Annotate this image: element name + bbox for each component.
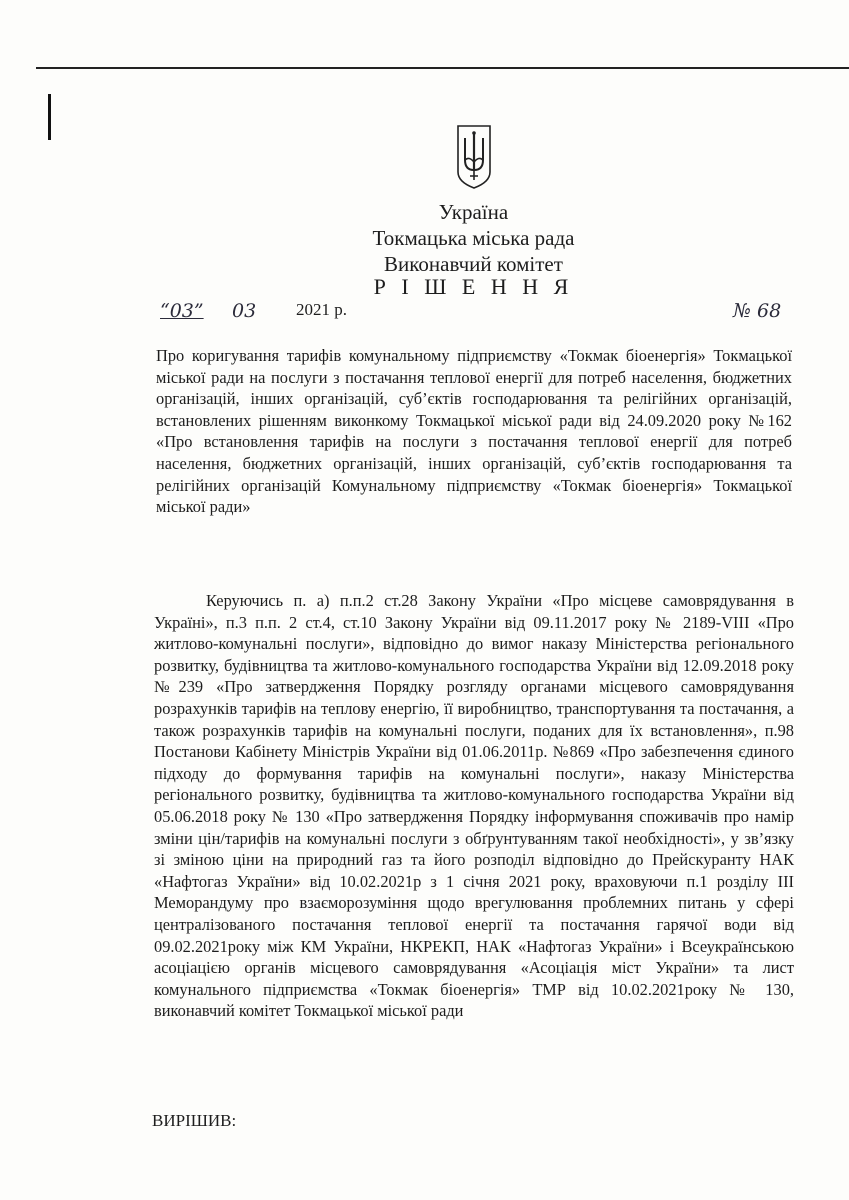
country-heading: Україна [438,200,509,224]
date-month: 03 [232,300,257,322]
date-year: 2021 р. [296,300,347,319]
trident-coat-of-arms-icon [456,124,492,190]
decision-subject: Про коригування тарифів комунальному підприємству «Токмак біоенергія» Токмацької міської ради на послуги з постачання теплової енергії для потреб населення, бюджетних організацій, інших організацій, суб’єктів господарювання та релігійних організацій, встановлених рішенням виконкому Токмацької міської ради від 24.09.2020 року №162 «Про встановлення тарифів на послуги з постачання теплової енергії для потреб населення, бюджетних організацій, інших організацій, суб’єктів господарювання та релігійних організацій Комунальному підприємству «Токмак біоенергія» Токмацької міської ради» [156,346,792,517]
decision-number: № 68 [733,300,782,322]
date-day: “03” [160,300,204,322]
council-heading: Токмацька міська рада [372,226,575,250]
scan-edge-line [36,67,849,69]
decision-preamble: Керуючись п. а) п.п.2 ст.28 Закону України «Про місцеве самоврядування в Україні», п.3 п.п. 2 ст.4, ст.10 Закону України від 09.11.2017 року № 2189-VIII «Про житлово-комунальні послуги», відповідно до вимог наказу Міністерства регіонального розвитку, будівництва та житлово-комунального господарства України від 12.09.2018 року №239 «Про затвердження Порядку розгляду органами місцевого самоврядування розрахунків тарифів на теплову енергію, її виробництво, транспортування та постачання, а також розрахунків тарифів на комунальні послуги, поданих для їх встановлення», п.98 Постанови Кабінету Міністрів України від 01.06.2011р. №869 «Про забезпечення єдиного підходу до формування тарифів на комунальні послуги», наказу Міністерства регіонального розвитку, будівництва та житлово-комунального господарства України від 05.06.2018 року № 130 «Про затвердження Порядку інформування споживачів про намір зміни цін/тарифів на комунальні послуги з обґрунтуванням такої необхідності», у зв’язку зі зміною ціни на природний газ та його розподіл відповідно до Прейскуранту НАК «Нафтогаз України» від 10.02.2021р з 1 січня 2021 року, враховуючи п.1 розділу ІІІ Меморандуму про взаєморозуміння щодо врегулювання проблемних питань у сфері централізованого постачання теплової енергії та постачання гарячої води від 09.02.2021року між КМ України, НКРЕКП, НАК «Нафтогаз України» і Всеукраїнською асоціацією органів місцевого самоврядування «Асоціація міст України» та лист комунального підприємства «Токмак біоенергія» ТМР від 10.02.2021року № 130, виконавчий комітет Токмацької міської ради [154,591,794,1021]
document-type-heading: Р І Ш Е Н Н Я [373,274,574,299]
decision-label: ВИРІШИВ: [152,1111,237,1130]
committee-heading: Виконавчий комітет [384,252,563,276]
margin-mark [48,94,51,140]
